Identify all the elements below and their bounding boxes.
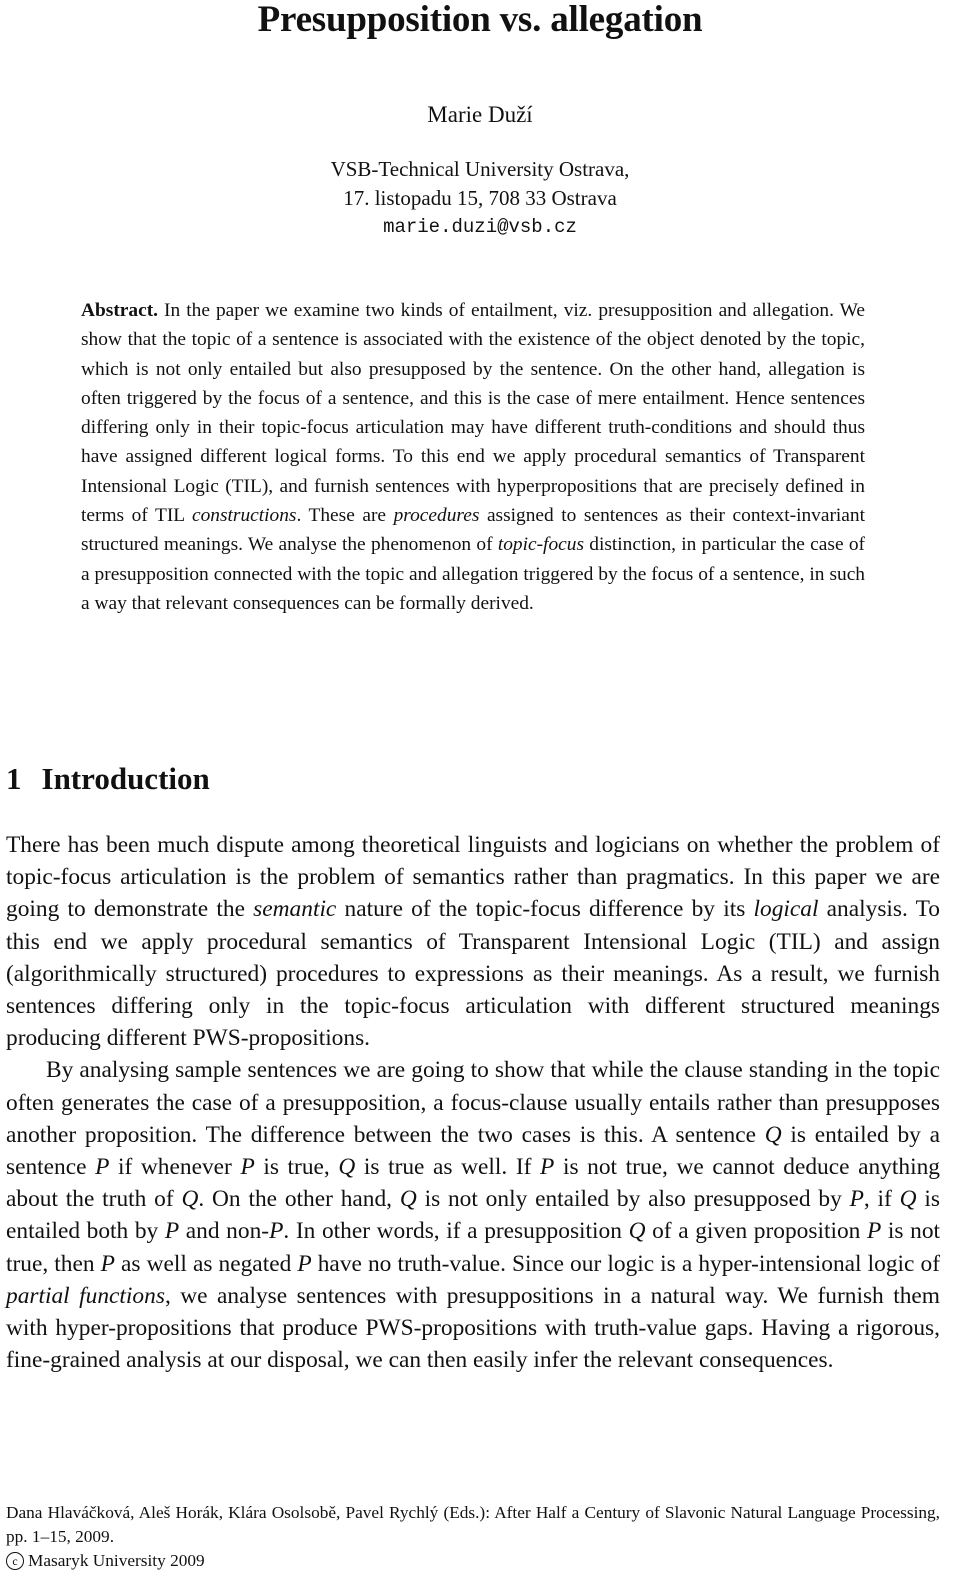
paragraph-text: is not true, then	[6, 1218, 941, 1277]
footer-publication: Dana Hlaváčková, Aleš Horák, Klára Osolsobě, Pavel Rychlý (Eds.): After Half a Century of Slavonic Natural Language Processing, pp. 1–15, 2009.	[6, 1503, 940, 1546]
paragraph-text: There has been much dispute among theoretical linguists and logicians on whether the problem of topic-focus articulation is the problem of semantics rather than pragmatics. In this paper we are going to demonstrate the	[6, 832, 940, 923]
paragraph-text: as well as negated	[114, 1250, 298, 1277]
paragraph-text: , if	[863, 1186, 900, 1213]
paragraph-text: is not only entailed by also presupposed by	[416, 1186, 850, 1213]
author-name: Marie Duží	[427, 102, 533, 127]
math-variable-p: P	[100, 1250, 115, 1277]
abstract-label: Abstract.	[81, 300, 159, 321]
abstract-emphasis: topic-focus	[497, 534, 584, 556]
math-variable-p: P	[95, 1154, 110, 1181]
paragraph-text: . On the other hand,	[198, 1186, 400, 1213]
paragraph-text: analysis. To this end we apply procedural semantics of Transparent Intensional Logic (TIL) and assign (algorithmically structured) procedures to expressions as their meanings. As a result, we furnish sentences differing only in the topic-focus articulation with different structured meanings producing different PWS-propositions.	[6, 896, 940, 1052]
paragraph-text: is entailed by a sentence	[6, 1121, 940, 1181]
footer-copyright	[6, 1549, 940, 1573]
affiliation	[0, 155, 960, 242]
abstract-text: distinction, in particular the case of a presupposition connected with the topic and allegation triggered by the focus of a sentence, in such a way that relevant consequences can be formally derived.	[81, 534, 865, 614]
paragraph-text: is not true, we cannot deduce anything about the truth of	[6, 1154, 940, 1213]
author-email: marie.duzi@vsb.cz	[383, 216, 577, 238]
paragraph-1	[6, 829, 940, 1054]
abstract	[81, 296, 865, 618]
copyright-icon: c	[6, 1552, 24, 1570]
math-variable-p: P	[269, 1218, 284, 1245]
math-variable-q: Q	[899, 1186, 917, 1213]
body-text	[6, 829, 940, 1376]
paper-title: Presupposition vs. allegation	[257, 0, 703, 40]
abstract-text: In the paper we examine two kinds of entailment, viz. presupposition and allegation. We show that the topic of a sentence is associated with the existence of the object denoted by the topic, which is not only entailed but also presupposed by the sentence. On the other hand, allegation is often triggered by the focus of a sentence, and this is the case of mere entailment. Hence sentences differing only in their topic-focus articulation may have different truth-conditions and should thus have assigned different logical forms. To this end we apply procedural semantics of Transparent Intensional Logic (TIL), and furnish sentences with hyperpropositions that are precisely defined in terms of TIL	[81, 300, 865, 527]
paragraph-text: is true as well. If	[355, 1154, 541, 1181]
abstract-emphasis: procedures	[393, 505, 480, 527]
paragraph-text: By analysing sample sentences we are going to show that while the clause standing in the topic often generates the case of a presupposition, a focus-clause usually entails rather than presupposes another proposition. The difference between the two cases is this. A sentence	[6, 1057, 940, 1148]
math-variable-q: Q	[764, 1121, 782, 1148]
paragraph-text: . In other words, if a presupposition	[283, 1218, 629, 1245]
math-variable-q: Q	[399, 1186, 417, 1213]
abstract-emphasis: constructions	[191, 505, 297, 527]
paragraph-text: is true,	[254, 1154, 339, 1181]
copyright-holder: Masaryk University 2009	[28, 1551, 205, 1570]
paragraph-text: and non-	[179, 1218, 270, 1245]
paragraph-text: of a given proposition	[645, 1218, 867, 1245]
paragraph-2	[6, 1054, 940, 1376]
paragraph-text: have no truth-value. Since our logic is a hyper-intensional logic of	[311, 1250, 940, 1277]
math-variable-q: Q	[181, 1186, 199, 1213]
paragraph-emphasis: semantic	[253, 896, 337, 923]
abstract-text: . These are	[296, 505, 394, 527]
math-variable-p: P	[164, 1218, 180, 1245]
paragraph-emphasis: logical	[753, 896, 819, 923]
abstract-text: assigned to sentences as their context-invariant structured meanings. We analyse the phenomenon of	[81, 505, 865, 556]
paragraph-text: is entailed both by	[6, 1186, 940, 1245]
footer-citation	[6, 1501, 940, 1573]
affiliation-line-1: VSB-Technical University Ostrava,	[330, 157, 630, 181]
section-heading	[6, 759, 210, 799]
math-variable-p: P	[849, 1186, 864, 1213]
paragraph-text: if whenever	[109, 1154, 241, 1181]
paragraph-text: , we analyse sentences with presuppositions in a natural way. We furnish them with hyper-propositions that produce PWS-propositions with truth-value gaps. Having a rigorous, fine-grained analysis at our disposal, we can then easily infer the relevant consequences.	[6, 1282, 941, 1374]
math-variable-q: Q	[628, 1218, 646, 1245]
paragraph-emphasis: partial functions	[6, 1282, 165, 1309]
section-title: Introduction	[41, 761, 210, 796]
section-number: 1	[6, 761, 22, 796]
paragraph-text: nature of the topic-focus difference by its	[336, 896, 754, 923]
math-variable-p: P	[297, 1250, 312, 1277]
math-variable-p: P	[540, 1154, 555, 1181]
math-variable-p: P	[866, 1218, 882, 1245]
affiliation-line-2: 17. listopadu 15, 708 33 Ostrava	[343, 186, 617, 210]
math-variable-p: P	[240, 1154, 255, 1181]
math-variable-q: Q	[338, 1154, 356, 1181]
